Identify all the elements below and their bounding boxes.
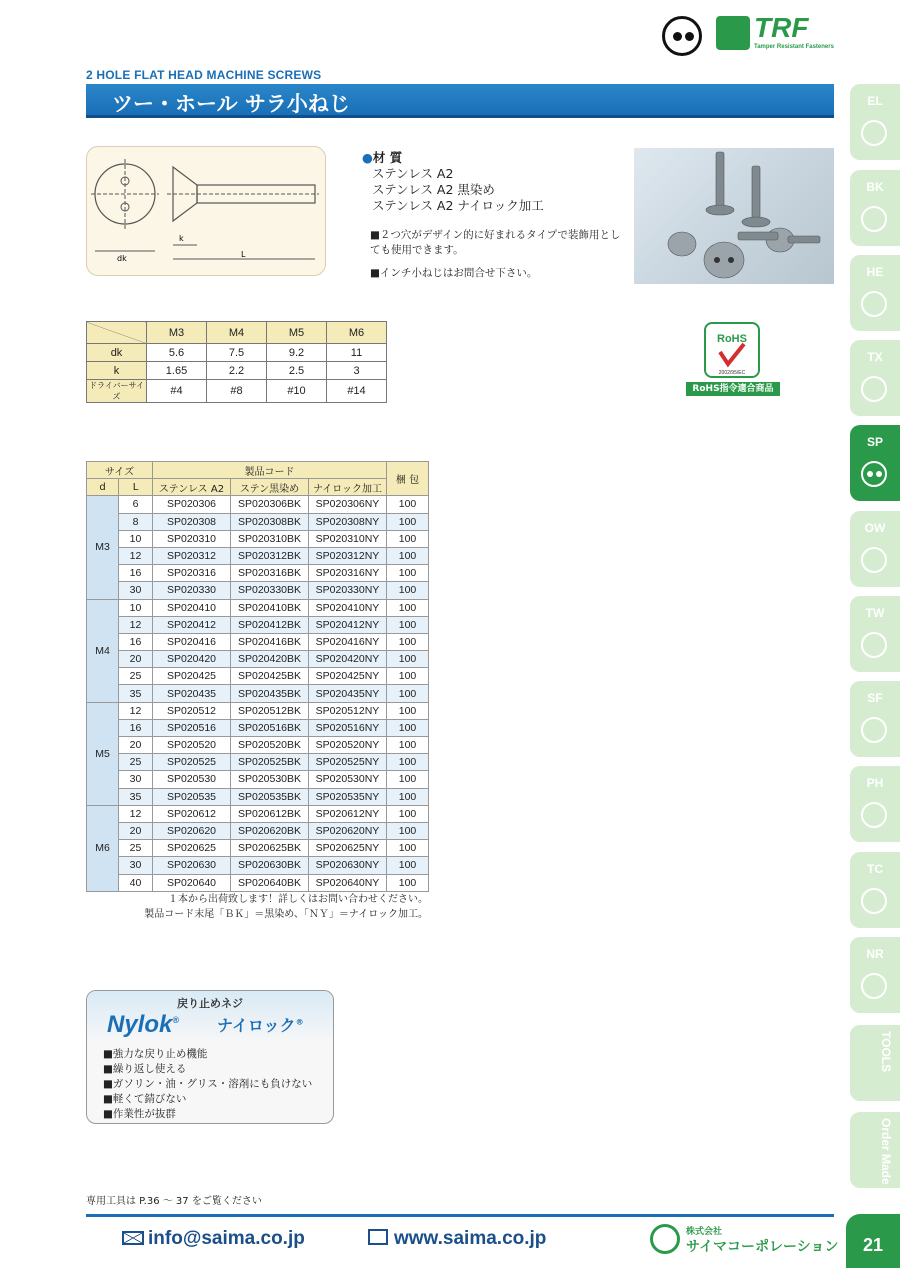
code-bk-cell: SP020630BK (231, 857, 309, 874)
code-bk-cell: SP020306BK (231, 496, 309, 513)
table-row (87, 737, 429, 754)
code-bk-cell: SP020535BK (231, 788, 309, 805)
pack-cell: 100 (387, 874, 429, 891)
svg-text:2002/95/EC: 2002/95/EC (718, 370, 746, 376)
dim-row-label: k (87, 362, 147, 380)
star-icon (861, 206, 887, 232)
d-header: d (87, 479, 119, 496)
side-tab-sf[interactable] (850, 681, 900, 757)
dim-cell: 1.65 (147, 362, 207, 380)
code-a2-cell: SP020420 (153, 651, 231, 668)
length-cell: 16 (119, 565, 153, 582)
pack-cell: 100 (387, 685, 429, 702)
rohs-logo (704, 322, 760, 378)
material-item: ステンレス A2 黒染め (372, 182, 495, 197)
code-a2-cell: SP020625 (153, 840, 231, 857)
code-bk-cell: SP020308BK (231, 513, 309, 530)
length-cell: 10 (119, 599, 153, 616)
side-tab-he[interactable] (850, 255, 900, 331)
code-ny-cell: SP020308NY (309, 513, 387, 530)
size-d-cell: M4 (87, 599, 119, 702)
side-tab-label: TX (867, 350, 883, 364)
materials-title: ●材 質 (362, 150, 403, 165)
code-a2-cell: SP020310 (153, 530, 231, 547)
table-row (87, 651, 429, 668)
length-cell: 16 (119, 633, 153, 650)
pack-header: 梱 包 (387, 462, 429, 496)
code-bk-cell: SP020612BK (231, 805, 309, 822)
footer-line (86, 1214, 834, 1217)
company-logo (650, 1224, 840, 1256)
length-cell: 6 (119, 496, 153, 513)
code-a2-cell: SP020516 (153, 719, 231, 736)
table-row (87, 513, 429, 530)
table-row (87, 857, 429, 874)
side-tab-ph[interactable] (850, 766, 900, 842)
code-a2-cell: SP020612 (153, 805, 231, 822)
nylok-feature: ■繰り返し使える (103, 1063, 187, 1075)
table-row (87, 685, 429, 702)
dim-col-header: M6 (327, 322, 387, 344)
side-tab-label: EL (867, 94, 883, 108)
code-ny-cell: SP020410NY (309, 599, 387, 616)
length-cell: 25 (119, 668, 153, 685)
hex-icon (861, 291, 887, 317)
dim-cell: 2.5 (267, 362, 327, 380)
screw-drawing-svg (87, 147, 327, 277)
table-row (87, 805, 429, 822)
code-ny-cell: SP020516NY (309, 719, 387, 736)
footnote: 製品コード末尾「ＢＫ」＝黒染め、「ＮＹ」＝ナイロック加工。 (144, 909, 428, 920)
page-number: 21 (846, 1214, 900, 1268)
trf-badge-icon (716, 16, 750, 50)
size-d-cell: M6 (87, 805, 119, 891)
pack-cell: 100 (387, 702, 429, 719)
side-tab-label: PH (866, 776, 884, 790)
code-ny-cell: SP020412NY (309, 616, 387, 633)
code-a2-cell: SP020412 (153, 616, 231, 633)
code-ny-cell: SP020435NY (309, 685, 387, 702)
code-a2-cell: SP020312 (153, 547, 231, 564)
nylok-kana: ナイロック® (217, 1016, 304, 1035)
code-bk-cell: SP020312BK (231, 547, 309, 564)
dim-cell: 9.2 (267, 344, 327, 362)
dim-row-label: dk (87, 344, 147, 362)
company-name: サイマコーポレーション (686, 1239, 839, 1255)
code-bk-cell: SP020416BK (231, 633, 309, 650)
code-bk-cell: SP020435BK (231, 685, 309, 702)
pack-cell: 100 (387, 547, 429, 564)
table-row (87, 530, 429, 547)
ny-header: ナイロック加工 (309, 479, 387, 496)
rohs-label: RoHS指令適合商品 (686, 382, 780, 396)
length-cell: 12 (119, 616, 153, 633)
code-bk-cell: SP020412BK (231, 616, 309, 633)
nylok-feature: ■ガソリン・油・グリス・溶剤にも負けない (103, 1078, 313, 1090)
dim-cell: #14 (327, 380, 387, 403)
phillips-icon (861, 802, 887, 828)
side-tab-tx[interactable] (850, 340, 900, 416)
pack-cell: 100 (387, 857, 429, 874)
length-cell: 35 (119, 685, 153, 702)
pack-cell: 100 (387, 633, 429, 650)
l-header: L (119, 479, 153, 496)
code-a2-cell: SP020620 (153, 822, 231, 839)
code-bk-cell: SP020410BK (231, 599, 309, 616)
dim-cell: 11 (327, 344, 387, 362)
length-cell: 12 (119, 547, 153, 564)
code-ny-cell: SP020520NY (309, 737, 387, 754)
dim-col-header: M5 (267, 322, 327, 344)
size-d-cell: M3 (87, 496, 119, 599)
k-label: k (179, 234, 184, 243)
side-tab-label: TC (867, 862, 883, 876)
tri-circle-icon (861, 888, 887, 914)
code-ny-cell: SP020630NY (309, 857, 387, 874)
web-link[interactable]: www.saima.co.jp (368, 1228, 546, 1250)
code-ny-cell: SP020416NY (309, 633, 387, 650)
code-ny-cell: SP020512NY (309, 702, 387, 719)
side-tab-nr[interactable] (850, 937, 900, 1013)
length-cell: 20 (119, 822, 153, 839)
code-a2-cell: SP020330 (153, 582, 231, 599)
code-a2-cell: SP020410 (153, 599, 231, 616)
code-ny-cell: SP020625NY (309, 840, 387, 857)
side-tab-label: SP (866, 435, 883, 449)
side-tab-order-made[interactable] (850, 1112, 900, 1188)
two-hole-logo-icon (662, 16, 702, 56)
side-tab-bk[interactable] (850, 170, 900, 246)
table-row (87, 702, 429, 719)
pack-cell: 100 (387, 616, 429, 633)
side-tab-sp[interactable] (850, 425, 900, 501)
code-bk-cell: SP020330BK (231, 582, 309, 599)
pack-cell: 100 (387, 582, 429, 599)
product-table-body (87, 496, 429, 891)
code-ny-cell: SP020612NY (309, 805, 387, 822)
pack-cell: 100 (387, 599, 429, 616)
note: ■インチ小ねじはお問合せ下さい。 (370, 267, 538, 279)
table-row (87, 633, 429, 650)
code-bk-cell: SP020620BK (231, 822, 309, 839)
dimension-table-corner (87, 322, 147, 344)
length-cell: 25 (119, 840, 153, 857)
code-ny-cell: SP020640NY (309, 874, 387, 891)
code-bk-cell: SP020525BK (231, 754, 309, 771)
material-item: ステンレス A2 ナイロック加工 (372, 198, 544, 213)
code-bk-cell: SP020516BK (231, 719, 309, 736)
pack-cell: 100 (387, 530, 429, 547)
code-ny-cell: SP020530NY (309, 771, 387, 788)
side-tab-label: BK (866, 180, 884, 194)
two-hole-icon (861, 461, 887, 487)
pack-cell: 100 (387, 565, 429, 582)
side-tab-label: Order Made (879, 1118, 893, 1185)
company-emblem-icon (650, 1224, 680, 1254)
length-cell: 25 (119, 754, 153, 771)
code-bk-cell: SP020520BK (231, 737, 309, 754)
code-ny-cell: SP020316NY (309, 565, 387, 582)
table-footnotes (86, 892, 428, 922)
length-cell: 30 (119, 582, 153, 599)
code-a2-cell: SP020435 (153, 685, 231, 702)
length-cell: 30 (119, 857, 153, 874)
table-row (87, 599, 429, 616)
side-tab-ow[interactable] (850, 511, 900, 587)
table-row (87, 840, 429, 857)
code-a2-cell: SP020530 (153, 771, 231, 788)
dim-cell: #10 (267, 380, 327, 403)
table-row (87, 822, 429, 839)
length-cell: 40 (119, 874, 153, 891)
length-cell: 20 (119, 737, 153, 754)
length-cell: 20 (119, 651, 153, 668)
code-bk-cell: SP020420BK (231, 651, 309, 668)
size-d-cell: M5 (87, 702, 119, 805)
code-bk-cell: SP020310BK (231, 530, 309, 547)
code-ny-cell: SP020525NY (309, 754, 387, 771)
torx-icon (861, 376, 887, 402)
side-tab-label: HE (866, 265, 884, 279)
length-cell: 16 (119, 719, 153, 736)
table-row (87, 565, 429, 582)
table-row (87, 754, 429, 771)
table-row (87, 668, 429, 685)
pack-cell: 100 (387, 840, 429, 857)
footnote: １本から出荷致します！詳しくはお問い合わせください。 (168, 894, 428, 905)
nylok-feature: ■作業性が抜群 (103, 1108, 176, 1120)
pack-cell: 100 (387, 805, 429, 822)
length-cell: 8 (119, 513, 153, 530)
code-a2-cell: SP020640 (153, 874, 231, 891)
code-ny-cell: SP020312NY (309, 547, 387, 564)
pack-cell: 100 (387, 737, 429, 754)
nylok-brand: Nylok® (107, 1011, 179, 1038)
one-way-icon (861, 547, 887, 573)
pack-cell: 100 (387, 513, 429, 530)
material-item: ステンレス A2 (372, 166, 454, 181)
dim-cell: #4 (147, 380, 207, 403)
six-flute-icon (861, 717, 887, 743)
materials-block (362, 150, 544, 214)
triangle-icon (861, 120, 887, 146)
code-bk-cell: SP020512BK (231, 702, 309, 719)
english-title: 2 HOLE FLAT HEAD MACHINE SCREWS (86, 68, 322, 82)
pack-cell: 100 (387, 651, 429, 668)
page-title: ツー・ホール サラ小ねじ (112, 92, 350, 116)
dimension-table (86, 321, 387, 403)
pack-cell: 100 (387, 822, 429, 839)
code-ny-cell: SP020425NY (309, 668, 387, 685)
dim-cell: 7.5 (207, 344, 267, 362)
code-a2-cell: SP020525 (153, 754, 231, 771)
side-tab-label: NR (866, 947, 884, 961)
dim-col-header: M3 (147, 322, 207, 344)
code-bk-cell: SP020640BK (231, 874, 309, 891)
code-ny-cell: SP020310NY (309, 530, 387, 547)
code-ny-cell: SP020306NY (309, 496, 387, 513)
code-ny-cell: SP020420NY (309, 651, 387, 668)
code-a2-cell: SP020316 (153, 565, 231, 582)
length-cell: 10 (119, 530, 153, 547)
length-cell: 12 (119, 805, 153, 822)
l-label: L (241, 250, 246, 259)
side-tab-label: SF (867, 691, 883, 705)
pack-cell: 100 (387, 788, 429, 805)
dim-cell: 3 (327, 362, 387, 380)
table-row (87, 547, 429, 564)
trf-brand: TRF (754, 12, 809, 43)
tools-note: 専用工具は P.36 ～ 37 をご覧ください (86, 1196, 262, 1207)
web-icon (368, 1229, 388, 1245)
side-tab-el[interactable] (850, 84, 900, 160)
size-header: サイズ (87, 462, 153, 479)
mail-icon (122, 1231, 144, 1245)
table-row (87, 496, 429, 513)
code-a2-cell: SP020520 (153, 737, 231, 754)
rohs-badge (686, 320, 780, 398)
length-cell: 35 (119, 788, 153, 805)
a2-header: ステンレス A2 (153, 479, 231, 496)
code-a2-cell: SP020535 (153, 788, 231, 805)
dk-label: dk (117, 254, 127, 263)
code-ny-cell: SP020620NY (309, 822, 387, 839)
pack-cell: 100 (387, 771, 429, 788)
nylok-box (86, 990, 334, 1124)
tri-wing-icon (861, 632, 887, 658)
table-row (87, 874, 429, 891)
bk-header: ステン黒染め (231, 479, 309, 496)
code-bk-cell: SP020530BK (231, 771, 309, 788)
product-photo (634, 148, 834, 284)
svg-text:RoHS: RoHS (717, 333, 747, 345)
product-code-table (86, 461, 429, 892)
dim-cell: 2.2 (207, 362, 267, 380)
dim-col-header: M4 (207, 322, 267, 344)
dim-cell: 5.6 (147, 344, 207, 362)
notes (370, 228, 630, 289)
code-ny-cell: SP020330NY (309, 582, 387, 599)
nylok-features (103, 1047, 312, 1122)
trf-logo (716, 14, 836, 58)
nylok-feature: ■軽くて錆びない (103, 1093, 187, 1105)
code-bk-cell: SP020425BK (231, 668, 309, 685)
code-a2-cell: SP020512 (153, 702, 231, 719)
nylok-subtitle: 戻り止めネジ (177, 997, 243, 1010)
pack-cell: 100 (387, 668, 429, 685)
side-tab-label: TOOLS (879, 1031, 893, 1073)
dim-row-label: ドライバーサイズ (87, 380, 147, 403)
pack-cell: 100 (387, 754, 429, 771)
side-tab-tw[interactable] (850, 596, 900, 672)
table-row (87, 719, 429, 736)
table-row (87, 788, 429, 805)
nylok-feature: ■強力な戻り止め機能 (103, 1048, 208, 1060)
trf-brand-sub: Tamper Resistant Fasteners (754, 44, 834, 50)
code-ny-cell: SP020535NY (309, 788, 387, 805)
company-kabushiki: 株式会社 (686, 1227, 723, 1237)
title-bar (86, 84, 834, 118)
table-row (87, 616, 429, 633)
email-link[interactable]: info@saima.co.jp (122, 1228, 305, 1250)
code-bk-cell: SP020316BK (231, 565, 309, 582)
pack-cell: 100 (387, 496, 429, 513)
code-a2-cell: SP020306 (153, 496, 231, 513)
length-cell: 12 (119, 702, 153, 719)
code-a2-cell: SP020308 (153, 513, 231, 530)
nr-icon (861, 973, 887, 999)
side-tab-tools[interactable] (850, 1025, 900, 1101)
code-a2-cell: SP020416 (153, 633, 231, 650)
note: ■２つ穴がデザイン的に好まれるタイプで装飾用としても使用できます。 (370, 229, 621, 256)
side-tab-tc[interactable] (850, 852, 900, 928)
code-header: 製品コード (153, 462, 387, 479)
screw-drawing (86, 146, 326, 276)
table-row (87, 582, 429, 599)
table-row (87, 771, 429, 788)
side-tab-label: OW (864, 521, 886, 535)
code-a2-cell: SP020630 (153, 857, 231, 874)
side-tab-label: TW (865, 606, 885, 620)
code-bk-cell: SP020625BK (231, 840, 309, 857)
pack-cell: 100 (387, 719, 429, 736)
dim-cell: #8 (207, 380, 267, 403)
code-a2-cell: SP020425 (153, 668, 231, 685)
length-cell: 30 (119, 771, 153, 788)
